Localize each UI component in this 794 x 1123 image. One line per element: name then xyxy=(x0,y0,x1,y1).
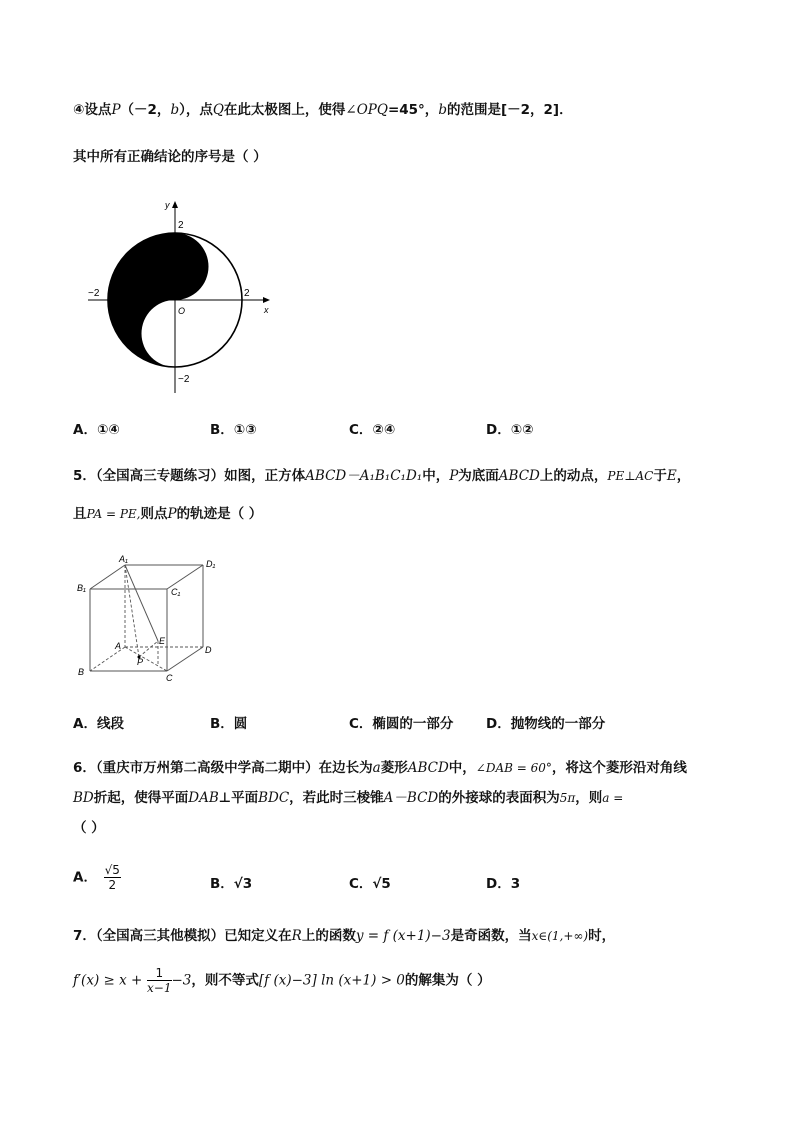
text: ，若此时三棱锥 xyxy=(289,790,384,806)
math-perp: PE⊥AC xyxy=(607,469,654,483)
label-a1: A₁ xyxy=(119,554,128,564)
q6-paren: （ ） xyxy=(73,820,105,836)
math-solid: ABCD－A₁B₁C₁D₁ xyxy=(305,468,423,484)
text: （－2， xyxy=(120,102,171,118)
q4-question-ask: 其中所有正确结论的序号是（ ） xyxy=(73,149,267,165)
math-tetrahedron: A－BCD xyxy=(383,790,439,806)
text: 且 xyxy=(73,506,87,522)
q6-option-c[interactable]: C．√5 xyxy=(349,876,391,892)
math-domain: x∈(1,+∞) xyxy=(531,929,589,943)
text: 菱形 xyxy=(380,760,408,776)
text: 6．（重庆市万州第二高级中学高二期中）在边长为 xyxy=(73,760,373,776)
q5-option-c[interactable]: C．椭圆的一部分 xyxy=(349,716,454,732)
math-function: y = f (x+1)−3 xyxy=(355,928,451,944)
math-angle: ∠DAB = 60° xyxy=(475,761,552,775)
fraction xyxy=(104,863,121,892)
taiji-figure xyxy=(80,195,280,399)
math-q: Q xyxy=(212,102,224,118)
text: 上的函数 xyxy=(301,928,356,944)
text: 于 xyxy=(653,468,667,484)
origin-label: O xyxy=(178,306,186,316)
text: 在此太极图上，使得 xyxy=(223,102,346,118)
label-a: A xyxy=(115,641,122,651)
x-axis-arrow xyxy=(263,297,270,303)
math-area: 5π xyxy=(559,791,576,805)
text: 折起，使得平面 xyxy=(93,790,189,806)
label-b1: B₁ xyxy=(77,583,86,593)
math-abcd: ABCD xyxy=(407,760,449,776)
q5-option-a[interactable]: A．线段 xyxy=(73,716,124,732)
math-e: E xyxy=(666,468,677,484)
text: 的轨迹是（ ） xyxy=(176,506,263,522)
math-a: a xyxy=(372,760,381,776)
text: 5．（全国高三专题练习）如图，正方体 xyxy=(73,468,306,484)
denominator: 2 xyxy=(108,878,117,892)
text: ④设点 xyxy=(73,102,112,118)
q7-line-2 xyxy=(73,966,491,995)
q5-line-2 xyxy=(73,504,262,524)
label-e: E xyxy=(159,636,166,646)
label-b: B xyxy=(78,667,85,677)
math-b: b xyxy=(170,102,180,118)
tick-right: 2 xyxy=(244,288,250,299)
math-dab: DAB xyxy=(188,790,219,806)
math-inequality: [f (x)−3] ln (x+1) > 0 xyxy=(258,972,405,989)
text: =45°， xyxy=(387,102,439,118)
math-base: ABCD xyxy=(498,468,540,484)
text: 的范围是[－2，2]． xyxy=(446,102,573,118)
tick-top: 2 xyxy=(178,220,184,231)
label-d1: D₁ xyxy=(206,559,216,569)
y-label: y xyxy=(165,200,170,210)
text: 是奇函数，当 xyxy=(450,928,532,944)
math-r: R xyxy=(291,928,302,944)
denominator: x−1 xyxy=(147,981,172,995)
math-p: P xyxy=(111,102,121,118)
math-p: P xyxy=(167,506,177,522)
text: ，则 xyxy=(575,790,603,806)
y-axis-arrow xyxy=(172,201,178,208)
q7-line-1 xyxy=(73,926,615,946)
q5-option-b[interactable]: B．圆 xyxy=(210,716,248,732)
math-p: P xyxy=(449,468,459,484)
text: 则点 xyxy=(140,506,168,522)
math-minus3: −3 xyxy=(171,972,192,989)
text: ， xyxy=(676,468,691,484)
text: 中， xyxy=(448,760,476,776)
text: 时， xyxy=(588,928,616,944)
text: 7．（全国高三其他模拟）已知定义在 xyxy=(73,928,292,944)
cube-figure xyxy=(75,553,225,687)
q4-option-b[interactable]: B．①③ xyxy=(210,422,257,438)
text: 的外接球的表面积为 xyxy=(438,790,560,806)
numerator: √5 xyxy=(104,863,120,877)
text: 平面 xyxy=(231,790,259,806)
label-p: P xyxy=(137,657,144,667)
math-bdc: BDC xyxy=(258,790,290,806)
math-condition: PA = PE, xyxy=(86,507,141,521)
text: ，将这个菱形沿对角线 xyxy=(551,760,687,776)
math-derivative: f′(x) ≥ x + xyxy=(73,972,143,989)
math-a-eq: a = xyxy=(602,791,624,805)
q6-option-b[interactable]: B．√3 xyxy=(210,876,253,892)
math-b: b xyxy=(438,102,447,118)
label-c: C xyxy=(166,673,173,683)
text: 上的动点， xyxy=(539,468,608,484)
text: ），点 xyxy=(179,102,213,118)
tick-left: −2 xyxy=(88,288,100,299)
q6-option-d[interactable]: D．3 xyxy=(486,876,521,892)
q4-option-d[interactable]: D．①② xyxy=(486,422,534,438)
tick-bottom: −2 xyxy=(178,374,190,385)
q4-option-a[interactable]: A．①④ xyxy=(73,422,120,438)
math-angle: ∠OPQ xyxy=(345,102,388,118)
text: 为底面 xyxy=(458,468,499,484)
math-bd: BD xyxy=(73,790,94,806)
q5-option-d[interactable]: D．抛物线的一部分 xyxy=(486,716,606,732)
math-perp: ⊥ xyxy=(218,790,232,806)
q6-line-1 xyxy=(73,758,687,778)
numerator: 1 xyxy=(147,966,171,981)
q4-statement-4 xyxy=(73,100,573,120)
q6-option-a[interactable] xyxy=(73,863,121,892)
option-prefix: A． xyxy=(73,869,97,886)
q5-line-1 xyxy=(73,466,690,486)
q6-line-2 xyxy=(73,788,623,808)
fraction xyxy=(147,966,171,995)
label-c1: C₁ xyxy=(171,587,181,597)
q4-option-c[interactable]: C．②④ xyxy=(349,422,396,438)
x-label: x xyxy=(264,305,269,315)
text: 中， xyxy=(422,468,450,484)
text: ，则不等式 xyxy=(191,972,259,989)
text: 的解集为（ ） xyxy=(404,972,491,989)
label-d: D xyxy=(205,645,212,655)
